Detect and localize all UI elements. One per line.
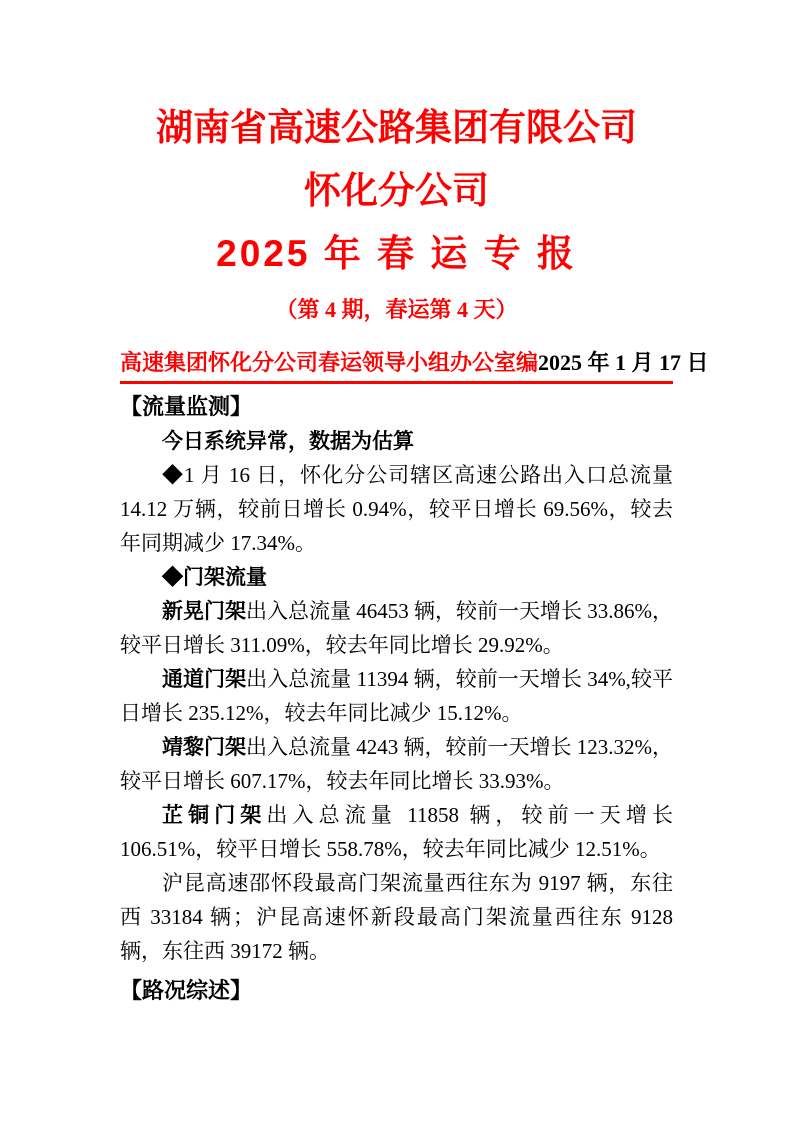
section-header-traffic-monitoring: 【流量监测】: [120, 394, 253, 419]
gantry-stats: 出入总流量 11394 辆，较前一天增长 34%,较平日增长 235.12%，较去年同比减少 15.12%。: [120, 667, 674, 725]
gantry-stats: 出入总流量 46453 辆，较前一天增长 33.86%，较平日增长 311.09%，较去年同比增长 29.92%。: [120, 599, 673, 657]
paragraph-total-flow: ◆1 月 16 日，怀化分公司辖区高速公路出入口总流量 14.12 万辆，较前日增长 0.94%，较平日增长 69.56%，较去年同期减少 17.34%。: [120, 463, 673, 555]
gantry-name: 新晃门架: [162, 599, 246, 623]
paragraph-gantry-xinhuang: [120, 594, 673, 662]
paragraph-highway-peaks: 沪昆高速邵怀段最高门架流量西往东为 9197 辆，东往西 33184 辆；沪昆高速怀新段最高门架流量西往东 9128 辆，东往西 39172 辆。: [120, 871, 673, 963]
subhead-gantry-flow: ◆门架流量: [162, 565, 267, 589]
gantry-stats: 出入总流量 11858 辆，较前一天增长 106.51%，较平日增长 558.78%，较去年同比减少 12.51%。: [120, 803, 673, 861]
gantry-stats: 出入总流量 4243 辆，较前一天增长 123.32%，较平日增长 607.17%，较去年同比增长 33.93%。: [120, 735, 673, 793]
title-report-name: 2025 年 春 运 专 报: [216, 233, 577, 274]
paragraph-gantry-zhitong: [120, 798, 673, 866]
paragraph-gantry-tongdao: [120, 662, 673, 730]
title-company: 湖南省高速公路集团有限公司: [156, 107, 637, 148]
document-title-block: [120, 96, 673, 285]
byline-date: 2025 年 1 月 17 日: [538, 350, 709, 375]
title-branch: 怀化分公司: [304, 170, 489, 211]
paragraph-gantry-jingli: [120, 730, 673, 798]
gantry-name: 通道门架: [162, 667, 247, 691]
section-header-road-conditions: 【路况综述】: [120, 978, 253, 1003]
issue-number-line: （第 4 期，春运第 4 天）: [275, 297, 518, 322]
gantry-name: 靖黎门架: [162, 735, 246, 759]
byline-rule: [120, 349, 709, 384]
system-note: 今日系统异常，数据为估算: [162, 429, 414, 453]
gantry-name: 芷铜门架: [162, 803, 267, 827]
byline-editor: 高速集团怀化分公司春运领导小组办公室编: [120, 350, 539, 375]
